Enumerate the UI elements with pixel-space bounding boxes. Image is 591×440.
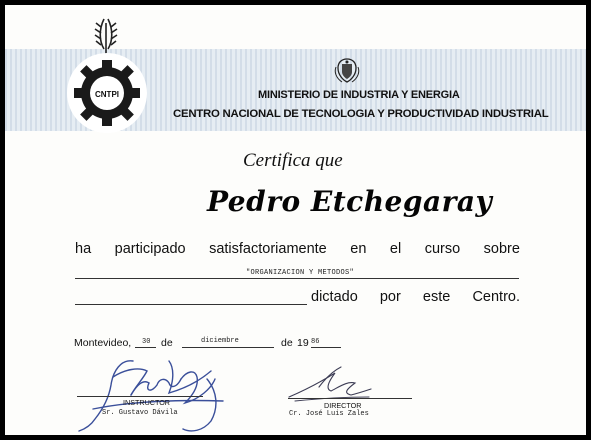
- month-blank-line: [182, 347, 274, 348]
- date-de: de: [281, 337, 293, 349]
- participation-line: [75, 241, 520, 257]
- course-continuation-line: [75, 304, 307, 305]
- line-word: el: [389, 241, 402, 257]
- instructor-role: INSTRUCTOR: [123, 398, 170, 407]
- line-word: curso: [424, 241, 461, 257]
- certifies-heading: Certifica que: [243, 150, 343, 171]
- line-word: satisfactoriamente: [209, 241, 327, 257]
- line-word: participado: [114, 241, 186, 257]
- director-role: DIRECTOR: [324, 401, 362, 410]
- date-month: diciembre: [201, 337, 239, 345]
- instructor-signature-line: [77, 396, 203, 397]
- date-city: Montevideo,: [74, 337, 132, 349]
- course-name: "ORGANIZACION Y METODOS": [246, 269, 355, 277]
- date-de: de: [161, 337, 173, 349]
- line-word: este: [422, 289, 451, 305]
- line-word: por: [379, 289, 401, 305]
- line-word: ha: [75, 241, 92, 257]
- line-word: dictado: [311, 289, 358, 305]
- year-blank-line: [311, 347, 341, 348]
- director-name: Cr. José Luis Zales: [289, 410, 369, 418]
- line-word: en: [350, 241, 367, 257]
- instructor-name: Sr. Gustavo Dávila: [102, 409, 178, 417]
- director-signature-line: [288, 398, 412, 399]
- course-blank-line: [75, 278, 519, 279]
- svg-text:CNTPI: CNTPI: [95, 90, 119, 99]
- date-year-suffix: 86: [311, 338, 320, 346]
- certificate-sheet: [5, 5, 586, 435]
- instructor-signature-icon: [73, 349, 233, 433]
- line-word: sobre: [483, 241, 520, 257]
- line-word: Centro.: [472, 289, 520, 305]
- ministry-title: MINISTERIO DE INDUSTRIA Y ENERGIA: [258, 89, 460, 101]
- national-seal-icon: [333, 58, 361, 84]
- recipient-name: Pedro Etchegaray: [207, 185, 493, 218]
- center-title: CENTRO NACIONAL DE TECNOLOGIA Y PRODUCTIVIDAD INDUSTRIAL: [173, 108, 549, 120]
- cntpi-gear-logo-icon: [63, 15, 151, 133]
- dictated-line: [311, 289, 520, 305]
- day-blank-line: [135, 347, 156, 348]
- date-year-prefix: 19: [297, 337, 309, 349]
- date-day: 30: [142, 338, 151, 346]
